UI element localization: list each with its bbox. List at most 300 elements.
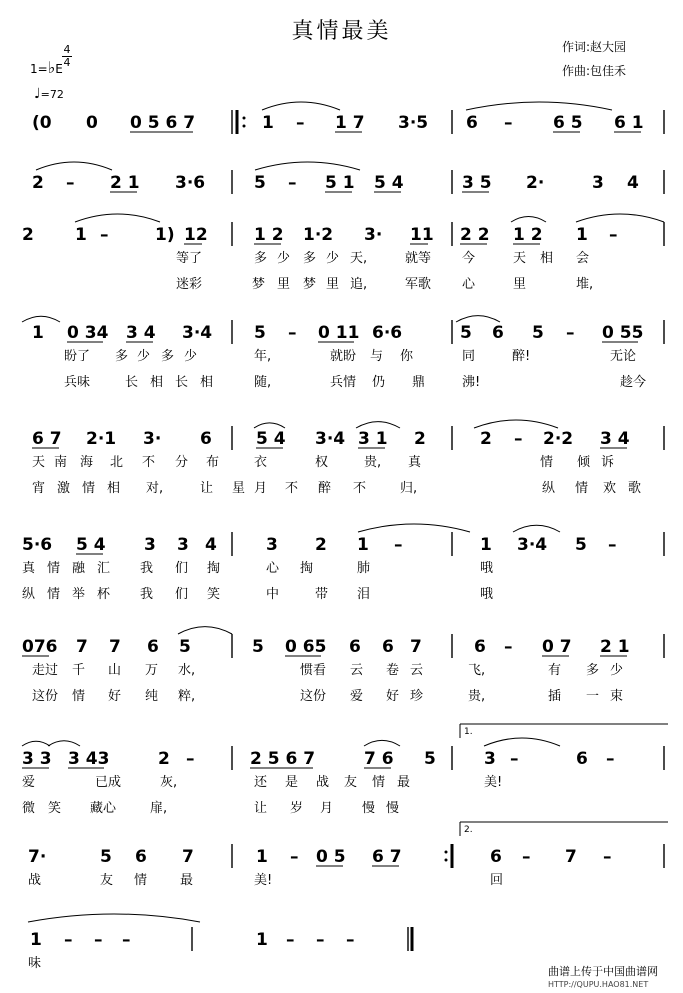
note: 5 4 bbox=[256, 429, 286, 449]
lyric-verse-1: 不 bbox=[142, 455, 156, 470]
slur bbox=[576, 214, 664, 222]
note: 6 1 bbox=[614, 113, 644, 133]
note: – bbox=[316, 930, 325, 950]
lyric-verse-1: 哦 bbox=[480, 561, 494, 576]
lyric-verse-2: 带 bbox=[315, 587, 329, 602]
lyric-verse-1: 情 bbox=[540, 455, 554, 470]
lyric-verse-1: 会 bbox=[576, 251, 590, 266]
lyric-verse-1: 惯看 bbox=[300, 663, 327, 678]
note: 6 bbox=[200, 429, 212, 449]
quarter-note-icon: ♩ bbox=[34, 86, 41, 102]
lyric-verse-2: 月 bbox=[320, 801, 334, 816]
lyric-verse-1: 们 bbox=[175, 561, 189, 576]
note: – bbox=[504, 637, 513, 657]
lyric-verse-1: 海 bbox=[80, 455, 94, 470]
note: 1) bbox=[155, 225, 175, 245]
lyric-verse-2: 迷彩 bbox=[176, 277, 203, 292]
note: 7 6 bbox=[364, 749, 394, 769]
note: 2 bbox=[315, 535, 327, 555]
note: 4 bbox=[205, 535, 217, 555]
lyric-verse-2: 欢 bbox=[603, 481, 617, 496]
tempo-value: =72 bbox=[40, 88, 64, 101]
lyric-verse-1: 肺 bbox=[357, 561, 371, 576]
note: 7· bbox=[28, 847, 47, 867]
lyric-verse-1: 真 bbox=[22, 561, 36, 576]
note: (0 bbox=[32, 113, 52, 133]
lyric-verse-2: 激 bbox=[57, 481, 71, 496]
note: 3 bbox=[144, 535, 156, 555]
note: 6 bbox=[135, 847, 147, 867]
lyric-verse-2: 好 bbox=[386, 689, 400, 704]
lyric-verse-2: 杯 bbox=[97, 587, 111, 602]
lyric-verse-2: 沸! bbox=[462, 375, 481, 390]
note: 0 65 bbox=[285, 637, 327, 657]
note: 0 5 6 7 bbox=[130, 113, 196, 133]
lyric-verse-1: 有 bbox=[548, 663, 562, 678]
lyric-verse-1: 爱 bbox=[22, 775, 36, 790]
lyric-verse-2: 这份 bbox=[300, 689, 327, 704]
lyric-verse-2: 慢 bbox=[362, 801, 376, 816]
note: 6 7 bbox=[32, 429, 62, 449]
note: 3 43 bbox=[68, 749, 110, 769]
lyric-verse-2: 让 bbox=[254, 801, 268, 816]
note: 5 bbox=[179, 637, 191, 657]
lyric-verse-2: 泪 bbox=[357, 587, 371, 602]
key-flat: ♭ bbox=[47, 58, 56, 77]
note: 2 2 bbox=[460, 225, 490, 245]
lyric-verse-1: 倾 bbox=[577, 455, 591, 470]
note: – bbox=[608, 535, 617, 555]
note: – bbox=[346, 930, 355, 950]
lyric-verse-1: 情 bbox=[372, 775, 386, 790]
lyric-verse-1: 掏 bbox=[300, 561, 314, 576]
slur bbox=[456, 316, 500, 322]
lyric-verse-1: 已成 bbox=[95, 775, 122, 790]
lyric-verse-1: 灰, bbox=[160, 775, 178, 790]
lyric-verse-2: 们 bbox=[175, 587, 189, 602]
lyric-verse-1: 走过 bbox=[32, 663, 59, 678]
slur bbox=[484, 738, 560, 746]
lyric-verse-1: 就等 bbox=[405, 251, 432, 266]
lyric-verse-1: 山 bbox=[108, 663, 122, 678]
lyric-verse-1: 天, bbox=[350, 251, 368, 266]
lyric-verse-1: 真 bbox=[408, 455, 422, 470]
lyric-verse-1: 少 bbox=[326, 251, 340, 266]
lyric-verse-2: 里 bbox=[326, 277, 340, 292]
note: 1 2 bbox=[513, 225, 543, 245]
note: 5 1 bbox=[325, 173, 355, 193]
lyric-verse-1: 汇 bbox=[97, 561, 111, 576]
lyric-verse-1: 友 bbox=[100, 873, 114, 888]
lyric-verse-1: 卷 bbox=[386, 663, 400, 678]
lyric-verse-1: 多 bbox=[115, 349, 129, 364]
lyric-verse-1: 友 bbox=[344, 775, 358, 790]
lyric-verse-2: 贵, bbox=[468, 689, 486, 704]
note: 6 bbox=[474, 637, 486, 657]
note: 0 11 bbox=[318, 323, 360, 343]
lyric-verse-2: 不 bbox=[285, 481, 299, 496]
lyric-verse-2: 歌 bbox=[628, 481, 642, 496]
lyric-verse-1: 云 bbox=[350, 663, 364, 678]
lyric-verse-1: 分 bbox=[175, 455, 189, 470]
lyric-verse-2: 扉, bbox=[150, 801, 168, 816]
note: – bbox=[66, 173, 75, 193]
lyric-verse-1: 同 bbox=[462, 349, 476, 364]
composer-credit: 作曲:包佳禾 bbox=[562, 64, 627, 78]
note: 5 bbox=[460, 323, 472, 343]
lyric-verse-1: 北 bbox=[110, 455, 124, 470]
lyric-verse-2: 宵 bbox=[32, 481, 46, 496]
lyric-verse-2: 对, bbox=[146, 481, 164, 496]
note: 11 bbox=[410, 225, 434, 245]
note: 3 bbox=[266, 535, 278, 555]
lyric-verse-1: 回 bbox=[490, 873, 504, 888]
slur bbox=[36, 162, 112, 170]
note: 3 5 bbox=[462, 173, 492, 193]
note: 3·4 bbox=[182, 323, 213, 343]
lyric-verse-2: 军歌 bbox=[405, 277, 432, 292]
lyric-verse-2: 心 bbox=[462, 277, 476, 292]
note: 4 bbox=[627, 173, 639, 193]
lyric-verse-1: 融 bbox=[72, 561, 86, 576]
lyric-verse-1: 还 bbox=[254, 775, 268, 790]
volta-number: 1. bbox=[464, 727, 473, 737]
lyric-verse-1: 无论 bbox=[610, 349, 637, 364]
note: 3 3 bbox=[22, 749, 52, 769]
song-title: 真情最美 bbox=[291, 19, 392, 44]
lyric-verse-1: 天 bbox=[32, 455, 46, 470]
lyric-verse-2: 兵味 bbox=[64, 375, 91, 390]
note: 3 bbox=[592, 173, 604, 193]
note: 0 5 bbox=[316, 847, 346, 867]
note: 7 bbox=[565, 847, 577, 867]
lyric-verse-2: 醉 bbox=[318, 481, 332, 496]
lyric-verse-1: 万 bbox=[145, 663, 159, 678]
note: 1 bbox=[30, 930, 42, 950]
note: – bbox=[100, 225, 109, 245]
note: 1 bbox=[75, 225, 87, 245]
slur bbox=[511, 217, 546, 223]
note: 6 bbox=[466, 113, 478, 133]
lyric-verse-1: 盼了 bbox=[64, 349, 91, 364]
lyric-verse-2: 束 bbox=[610, 689, 624, 704]
lyric-verse-2: 这份 bbox=[32, 689, 59, 704]
lyric-verse-2: 让 bbox=[200, 481, 214, 496]
note: 5 bbox=[252, 637, 264, 657]
lyric-verse-2: 相 bbox=[107, 481, 121, 496]
lyric-verse-2: 哦 bbox=[480, 587, 494, 602]
note: 1 7 bbox=[335, 113, 365, 133]
note: – bbox=[394, 535, 403, 555]
lyric-verse-1: 等了 bbox=[176, 251, 203, 266]
slur bbox=[255, 162, 360, 170]
note: 2 bbox=[480, 429, 492, 449]
note: 1 bbox=[576, 225, 588, 245]
note: – bbox=[504, 113, 513, 133]
lyric-verse-2: 纯 bbox=[145, 689, 159, 704]
lyric-verse-1: 战 bbox=[316, 775, 330, 790]
note: 6 7 bbox=[372, 847, 402, 867]
lyric-verse-2: 鼎 bbox=[412, 375, 426, 390]
slur bbox=[358, 524, 470, 532]
lyric-verse-1: 多 bbox=[254, 251, 268, 266]
lyric-verse-2: 纵 bbox=[22, 587, 36, 602]
lyric-verse-2: 月 bbox=[254, 481, 268, 496]
key-prefix: 1= bbox=[30, 62, 48, 76]
note: 076 bbox=[22, 637, 58, 657]
note: 5 bbox=[575, 535, 587, 555]
note: – bbox=[522, 847, 531, 867]
lyric-verse-2: 情 bbox=[82, 481, 96, 496]
lyric-verse-2: 星 bbox=[232, 481, 246, 496]
footer-url: HTTP://QUPU.HAO81.NET bbox=[548, 980, 649, 989]
note: 1 bbox=[256, 847, 268, 867]
note: 3·4 bbox=[517, 535, 548, 555]
note: 6 bbox=[147, 637, 159, 657]
note: – bbox=[94, 930, 103, 950]
note: 5 bbox=[254, 173, 266, 193]
note: 1 bbox=[32, 323, 44, 343]
repeat-dot bbox=[445, 851, 448, 854]
slur bbox=[356, 422, 400, 428]
lyric-verse-2: 趁今 bbox=[620, 375, 647, 390]
lyric-verse-1: 美! bbox=[484, 775, 503, 790]
lyric-verse-2: 情 bbox=[47, 587, 61, 602]
slur bbox=[364, 740, 400, 746]
lyric-verse-1: 最 bbox=[180, 873, 194, 888]
note: 5 bbox=[100, 847, 112, 867]
lyric-verse-2: 长 bbox=[125, 375, 139, 390]
lyric-verse-1: 多 bbox=[586, 663, 600, 678]
repeat-dot bbox=[243, 125, 246, 128]
note: 7 bbox=[410, 637, 422, 657]
note: 5 4 bbox=[76, 535, 106, 555]
note: 6 bbox=[490, 847, 502, 867]
lyric-verse-1: 天 bbox=[513, 251, 527, 266]
note: 5 bbox=[424, 749, 436, 769]
lyric-verse-2: 堆, bbox=[576, 277, 594, 292]
note: 5 bbox=[254, 323, 266, 343]
note: 3·5 bbox=[398, 113, 429, 133]
lyric-verse-2: 兵情 bbox=[330, 375, 357, 390]
note: – bbox=[288, 323, 297, 343]
note: 5·6 bbox=[22, 535, 53, 555]
lyric-verse-1: 最 bbox=[397, 775, 411, 790]
lyric-verse-2: 纵 bbox=[542, 481, 556, 496]
note: 3· bbox=[364, 225, 383, 245]
note: 3 bbox=[177, 535, 189, 555]
lyric-verse-2: 插 bbox=[548, 689, 562, 704]
note: – bbox=[606, 749, 615, 769]
note: 3 4 bbox=[126, 323, 156, 343]
lyric-verse-2: 微 bbox=[22, 801, 36, 816]
note: 2·2 bbox=[543, 429, 574, 449]
lyric-verse-1: 少 bbox=[184, 349, 198, 364]
note: 6·6 bbox=[372, 323, 403, 343]
lyric-verse-1: 水, bbox=[178, 663, 196, 678]
note: – bbox=[603, 847, 612, 867]
note: 6 bbox=[492, 323, 504, 343]
note: 7 bbox=[109, 637, 121, 657]
lyric-verse-1: 心 bbox=[266, 561, 280, 576]
lyric-verse-1: 少 bbox=[610, 663, 624, 678]
note: 5 4 bbox=[374, 173, 404, 193]
key-letter: E bbox=[55, 62, 63, 76]
lyric-verse-2: 我 bbox=[140, 587, 154, 602]
slur bbox=[254, 423, 285, 428]
lyric-verse-2: 追, bbox=[350, 277, 368, 292]
note: 2 bbox=[22, 225, 34, 245]
note: 6 bbox=[349, 637, 361, 657]
lyric-verse-2: 随, bbox=[254, 375, 272, 390]
lyric-verse-1: 与 bbox=[370, 349, 384, 364]
lyric-verse-1: 我 bbox=[140, 561, 154, 576]
lyric-verse-2: 笑 bbox=[48, 801, 62, 816]
note: 3 bbox=[484, 749, 496, 769]
lyric-verse-1: 味 bbox=[28, 956, 42, 971]
lyric-verse-2: 相 bbox=[200, 375, 214, 390]
lyric-verse-2: 情 bbox=[72, 689, 86, 704]
lyric-verse-1: 千 bbox=[72, 663, 86, 678]
slur bbox=[22, 316, 60, 322]
lyric-verse-1: 年, bbox=[254, 349, 272, 364]
lyric-verse-2: 相 bbox=[150, 375, 164, 390]
lyric-verse-1: 少 bbox=[137, 349, 151, 364]
note: 0 bbox=[86, 113, 98, 133]
lyric-verse-2: 笑 bbox=[207, 587, 221, 602]
lyric-verse-1: 掏 bbox=[207, 561, 221, 576]
lyric-verse-1: 就盼 bbox=[330, 349, 357, 364]
note: 6 bbox=[382, 637, 394, 657]
lyric-verse-1: 少 bbox=[277, 251, 291, 266]
lyric-verse-2: 情 bbox=[575, 481, 589, 496]
note: – bbox=[286, 930, 295, 950]
note: 0 34 bbox=[67, 323, 109, 343]
note: 1 bbox=[357, 535, 369, 555]
slur bbox=[513, 525, 560, 532]
note: – bbox=[290, 847, 299, 867]
note: – bbox=[64, 930, 73, 950]
note: 7 bbox=[76, 637, 88, 657]
note: 6 bbox=[576, 749, 588, 769]
slur bbox=[262, 102, 340, 110]
note: 2 bbox=[414, 429, 426, 449]
note: 0 55 bbox=[602, 323, 644, 343]
lyric-verse-2: 粹, bbox=[178, 689, 196, 704]
note: 1 bbox=[256, 930, 268, 950]
note: 1 2 bbox=[254, 225, 284, 245]
note: 12 bbox=[184, 225, 208, 245]
lyric-verse-1: 战 bbox=[28, 873, 42, 888]
note: 0 7 bbox=[542, 637, 572, 657]
note: 1 bbox=[262, 113, 274, 133]
lyric-verse-2: 梦 bbox=[252, 277, 266, 292]
lyric-verse-2: 一 bbox=[586, 689, 600, 704]
lyric-verse-1: 布 bbox=[206, 455, 220, 470]
lyric-verse-1: 多 bbox=[161, 349, 175, 364]
lyric-verse-2: 归, bbox=[400, 481, 418, 496]
repeat-dot bbox=[243, 117, 246, 120]
note: 2 1 bbox=[110, 173, 140, 193]
slur bbox=[22, 741, 50, 746]
note: – bbox=[122, 930, 131, 950]
lyric-verse-1: 诉 bbox=[601, 455, 615, 470]
lyric-verse-1: 云 bbox=[410, 663, 424, 678]
lyric-verse-2: 慢 bbox=[386, 801, 400, 816]
lyric-verse-2: 好 bbox=[108, 689, 122, 704]
lyric-verse-2: 岁 bbox=[290, 801, 304, 816]
note: – bbox=[288, 173, 297, 193]
lyric-verse-1: 南 bbox=[54, 455, 68, 470]
note: – bbox=[566, 323, 575, 343]
note: 3 1 bbox=[358, 429, 388, 449]
note: 2· bbox=[526, 173, 545, 193]
lyric-verse-2: 里 bbox=[277, 277, 291, 292]
lyric-verse-2: 举 bbox=[72, 587, 86, 602]
note: – bbox=[186, 749, 195, 769]
lyric-verse-2: 里 bbox=[513, 277, 527, 292]
slur bbox=[474, 420, 558, 428]
meter-bottom: 4 bbox=[63, 56, 71, 69]
note: 2 5 6 7 bbox=[250, 749, 316, 769]
lyric-verse-1: 权 bbox=[315, 455, 329, 470]
note: 2 bbox=[158, 749, 170, 769]
lyric-verse-1: 情 bbox=[47, 561, 61, 576]
note: – bbox=[510, 749, 519, 769]
lyric-verse-1: 相 bbox=[540, 251, 554, 266]
lyric-verse-2: 爱 bbox=[350, 689, 364, 704]
note: 5 bbox=[532, 323, 544, 343]
note: 2 1 bbox=[600, 637, 630, 657]
lyric-verse-2: 中 bbox=[266, 587, 280, 602]
lyric-verse-1: 美! bbox=[254, 873, 273, 888]
note: 2 bbox=[32, 173, 44, 193]
lyric-verse-2: 梦 bbox=[303, 277, 317, 292]
note: 1 bbox=[480, 535, 492, 555]
meter-top: 4 bbox=[63, 43, 71, 56]
note: 3 4 bbox=[600, 429, 630, 449]
note: 7 bbox=[182, 847, 194, 867]
footer-site: 曲谱上传于中国曲谱网 bbox=[548, 965, 658, 978]
lyric-verse-1: 贵, bbox=[364, 455, 382, 470]
note: – bbox=[296, 113, 305, 133]
note: – bbox=[514, 429, 523, 449]
lyric-verse-1: 多 bbox=[303, 251, 317, 266]
note: 3·6 bbox=[175, 173, 206, 193]
lyric-verse-1: 情 bbox=[134, 873, 148, 888]
slur bbox=[178, 627, 232, 634]
lyric-verse-1: 飞, bbox=[468, 663, 486, 678]
lyric-verse-2: 长 bbox=[175, 375, 189, 390]
note: 3·4 bbox=[315, 429, 346, 449]
lyric-verse-1: 是 bbox=[285, 775, 299, 790]
note: 1·2 bbox=[303, 225, 334, 245]
lyric-verse-2: 藏心 bbox=[90, 801, 117, 816]
lyric-verse-2: 仍 bbox=[372, 375, 386, 390]
lyricist-credit: 作词:赵大园 bbox=[562, 40, 627, 54]
volta-number: 2. bbox=[464, 825, 473, 835]
note: 3· bbox=[143, 429, 162, 449]
lyric-verse-1: 醉! bbox=[512, 349, 531, 364]
slur bbox=[75, 214, 160, 222]
lyric-verse-1: 衣 bbox=[254, 455, 268, 470]
slur bbox=[48, 741, 80, 746]
lyric-verse-1: 你 bbox=[400, 349, 414, 364]
note: 6 5 bbox=[553, 113, 583, 133]
note: – bbox=[609, 225, 618, 245]
slur bbox=[28, 914, 200, 922]
lyric-verse-2: 不 bbox=[353, 481, 367, 496]
